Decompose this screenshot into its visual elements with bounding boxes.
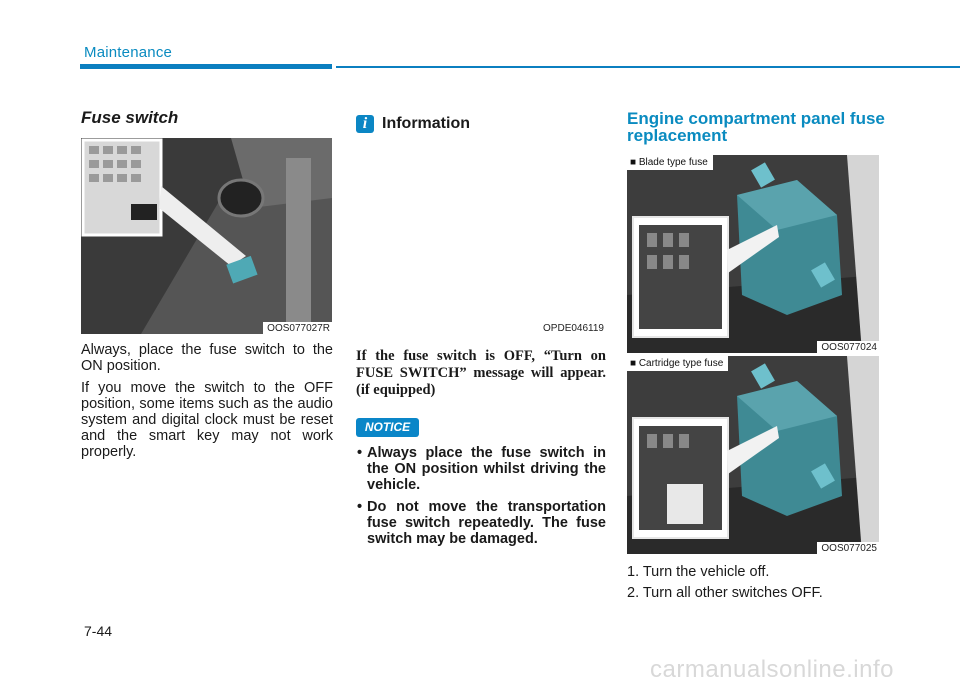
image-caption: OOS077025 [817,542,879,554]
paragraph: Always, place the fuse switch to the ON position. [81,342,333,374]
paragraph: If you move the switch to the OFF position, some items such as the audio system and digital clock must be reset and the smart key may not work properly. [81,380,333,460]
image-caption: OPDE046119 [539,322,606,334]
notice-list [356,445,606,553]
notice-item: • Do not move the transportation fuse switch repeatedly. The fuse switch may be damaged. [356,499,606,547]
cartridge-fuse-illustration [627,356,879,554]
fuse-switch-image [81,138,332,334]
step-item: 2. Turn all other switches OFF. [627,585,823,601]
page-number: 7-44 [84,623,113,639]
information-image-area [356,138,606,334]
header-rule-thin [336,66,960,68]
step-item: 1. Turn the vehicle off. [627,564,770,580]
watermark: carmanualsonline.info [650,656,894,683]
information-heading: Information [382,115,470,132]
image-caption: OOS077027R [263,322,332,334]
figure-label: ■ Blade type fuse [627,155,713,170]
blade-fuse-image [627,155,879,353]
notice-badge: NOTICE [356,418,419,437]
steps-list [627,562,823,604]
image-caption: OOS077024 [817,341,879,353]
notice-item: • Always place the fuse switch in the ON position whilst driving the vehicle. [356,445,606,493]
blade-fuse-illustration [627,155,879,353]
information-text: If the fuse switch is OFF, “Turn on FUSE SWITCH” message will appear. (if equipped) [356,348,606,398]
section-title: Maintenance [84,44,173,61]
engine-fuse-heading: Engine compartment panel fuse replacement [627,109,885,145]
figure-label: ■ Cartridge type fuse [627,356,728,371]
fuse-switch-heading: Fuse switch [81,108,179,127]
cartridge-fuse-image [627,356,879,554]
header-rule-thick [80,64,332,69]
info-icon: i [356,115,374,133]
fuse-switch-illustration [81,138,332,334]
